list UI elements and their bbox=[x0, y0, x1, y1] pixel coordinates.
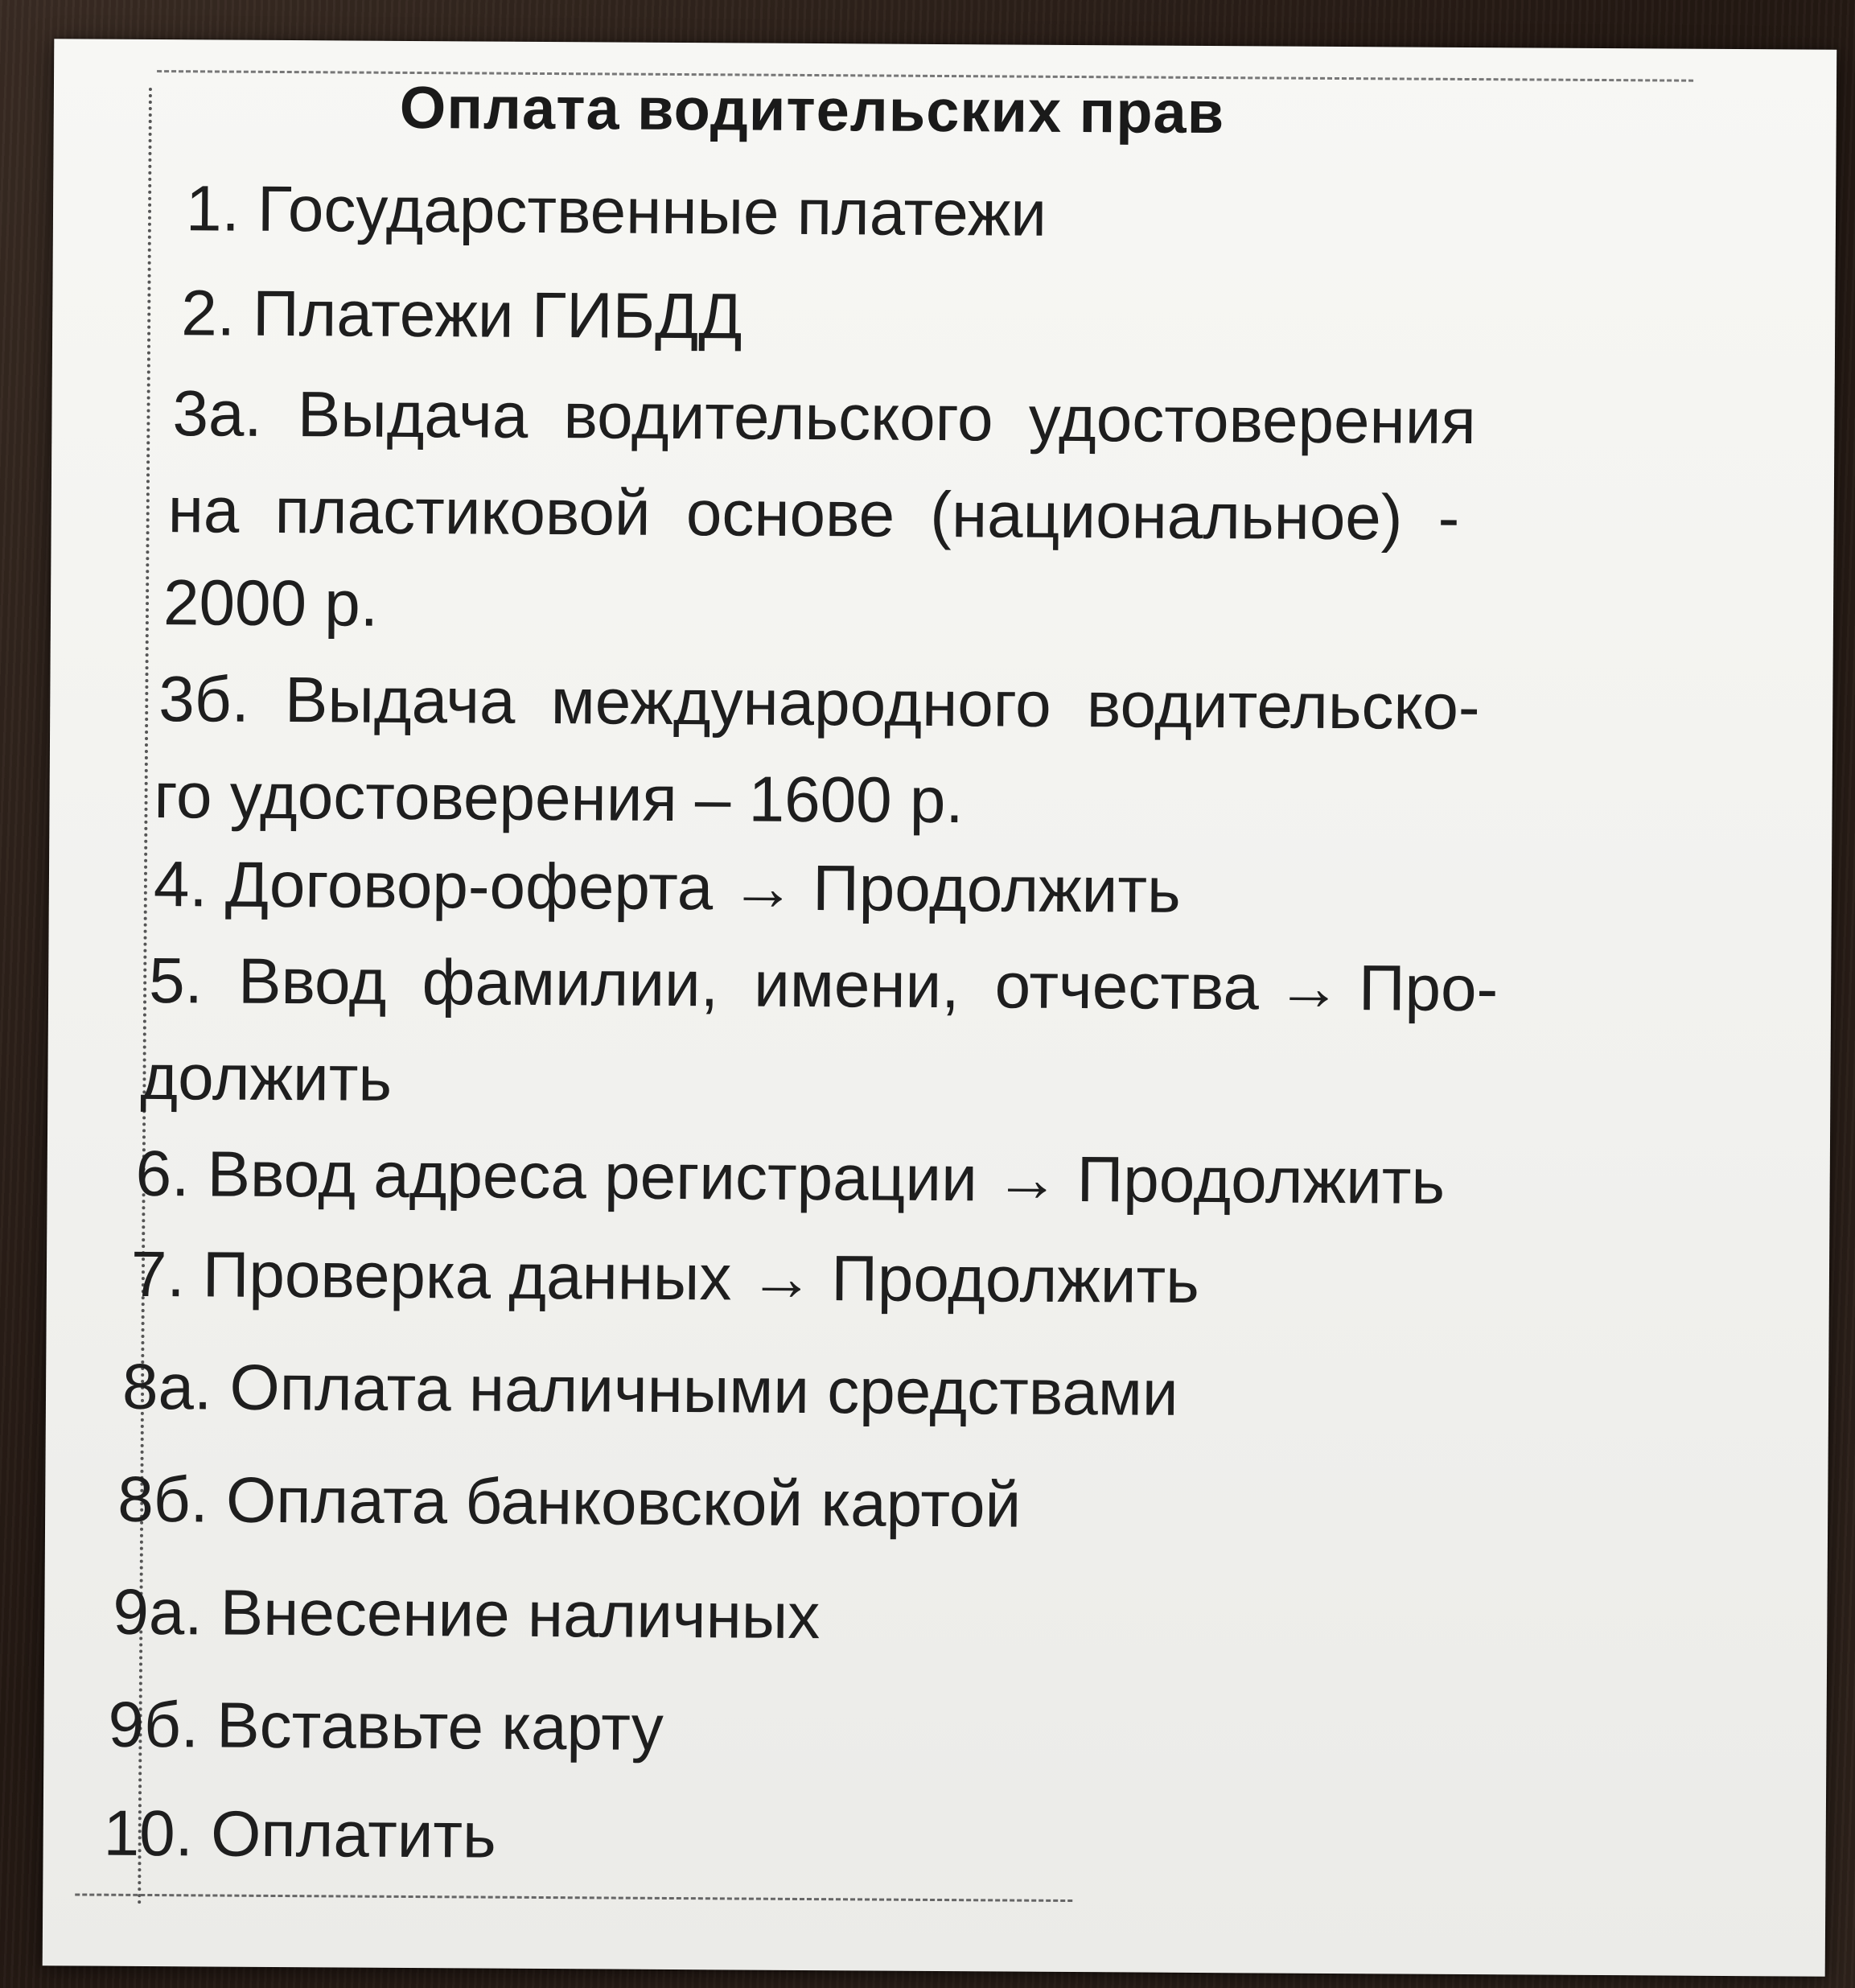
step-3b-line-1: 3б. Выдача международного водительско- bbox=[158, 663, 1480, 743]
step-3a-line-2: на пластиковой основе (национальное) - bbox=[167, 474, 1460, 554]
step-5-action: Про- bbox=[1358, 952, 1499, 1025]
step-4 bbox=[153, 848, 1181, 926]
step-1: 1. Государственные платежи bbox=[185, 172, 1047, 249]
step-2: 2. Платежи ГИБДД bbox=[180, 277, 742, 352]
step-10: 10. Оплатить bbox=[103, 1797, 497, 1871]
step-3a-line-1: 3а. Выдача водительского удостоверения bbox=[172, 377, 1477, 458]
step-9a: 9а. Внесение наличных bbox=[113, 1575, 821, 1653]
arrow-right-icon: → bbox=[994, 1142, 1060, 1215]
instruction-list bbox=[43, 39, 1837, 1976]
paper-sheet bbox=[43, 39, 1837, 1976]
step-8a: 8а. Оплата наличными средствами bbox=[121, 1350, 1178, 1429]
step-7-text: 7. Проверка данных bbox=[130, 1237, 732, 1314]
step-8b: 8б. Оплата банковской картой bbox=[117, 1463, 1022, 1541]
step-3b-line-2: го удостоверения – 1600 р. bbox=[154, 759, 964, 837]
step-3a-line-3: 2000 р. bbox=[162, 566, 379, 640]
arrow-right-icon: → bbox=[749, 1241, 814, 1315]
step-7 bbox=[130, 1237, 1200, 1316]
arrow-right-icon: → bbox=[1276, 951, 1342, 1024]
step-5-continuation: должить bbox=[140, 1040, 393, 1114]
step-5 bbox=[148, 944, 1499, 1025]
step-5-text: 5. Ввод фамилии, имени, отчества bbox=[148, 944, 1260, 1023]
arrow-right-icon: → bbox=[730, 851, 796, 924]
step-7-action: Продолжить bbox=[831, 1242, 1200, 1316]
step-6-text: 6. Ввод адреса регистрации bbox=[135, 1137, 978, 1215]
step-9b: 9б. Вставьте карту bbox=[108, 1688, 664, 1764]
step-4-action: Продолжить bbox=[812, 852, 1181, 926]
step-6 bbox=[135, 1137, 1446, 1217]
step-6-action: Продолжить bbox=[1076, 1143, 1446, 1217]
step-4-text: 4. Договор-оферта bbox=[153, 848, 714, 924]
page-title: Оплата водительских прав bbox=[399, 73, 1225, 146]
